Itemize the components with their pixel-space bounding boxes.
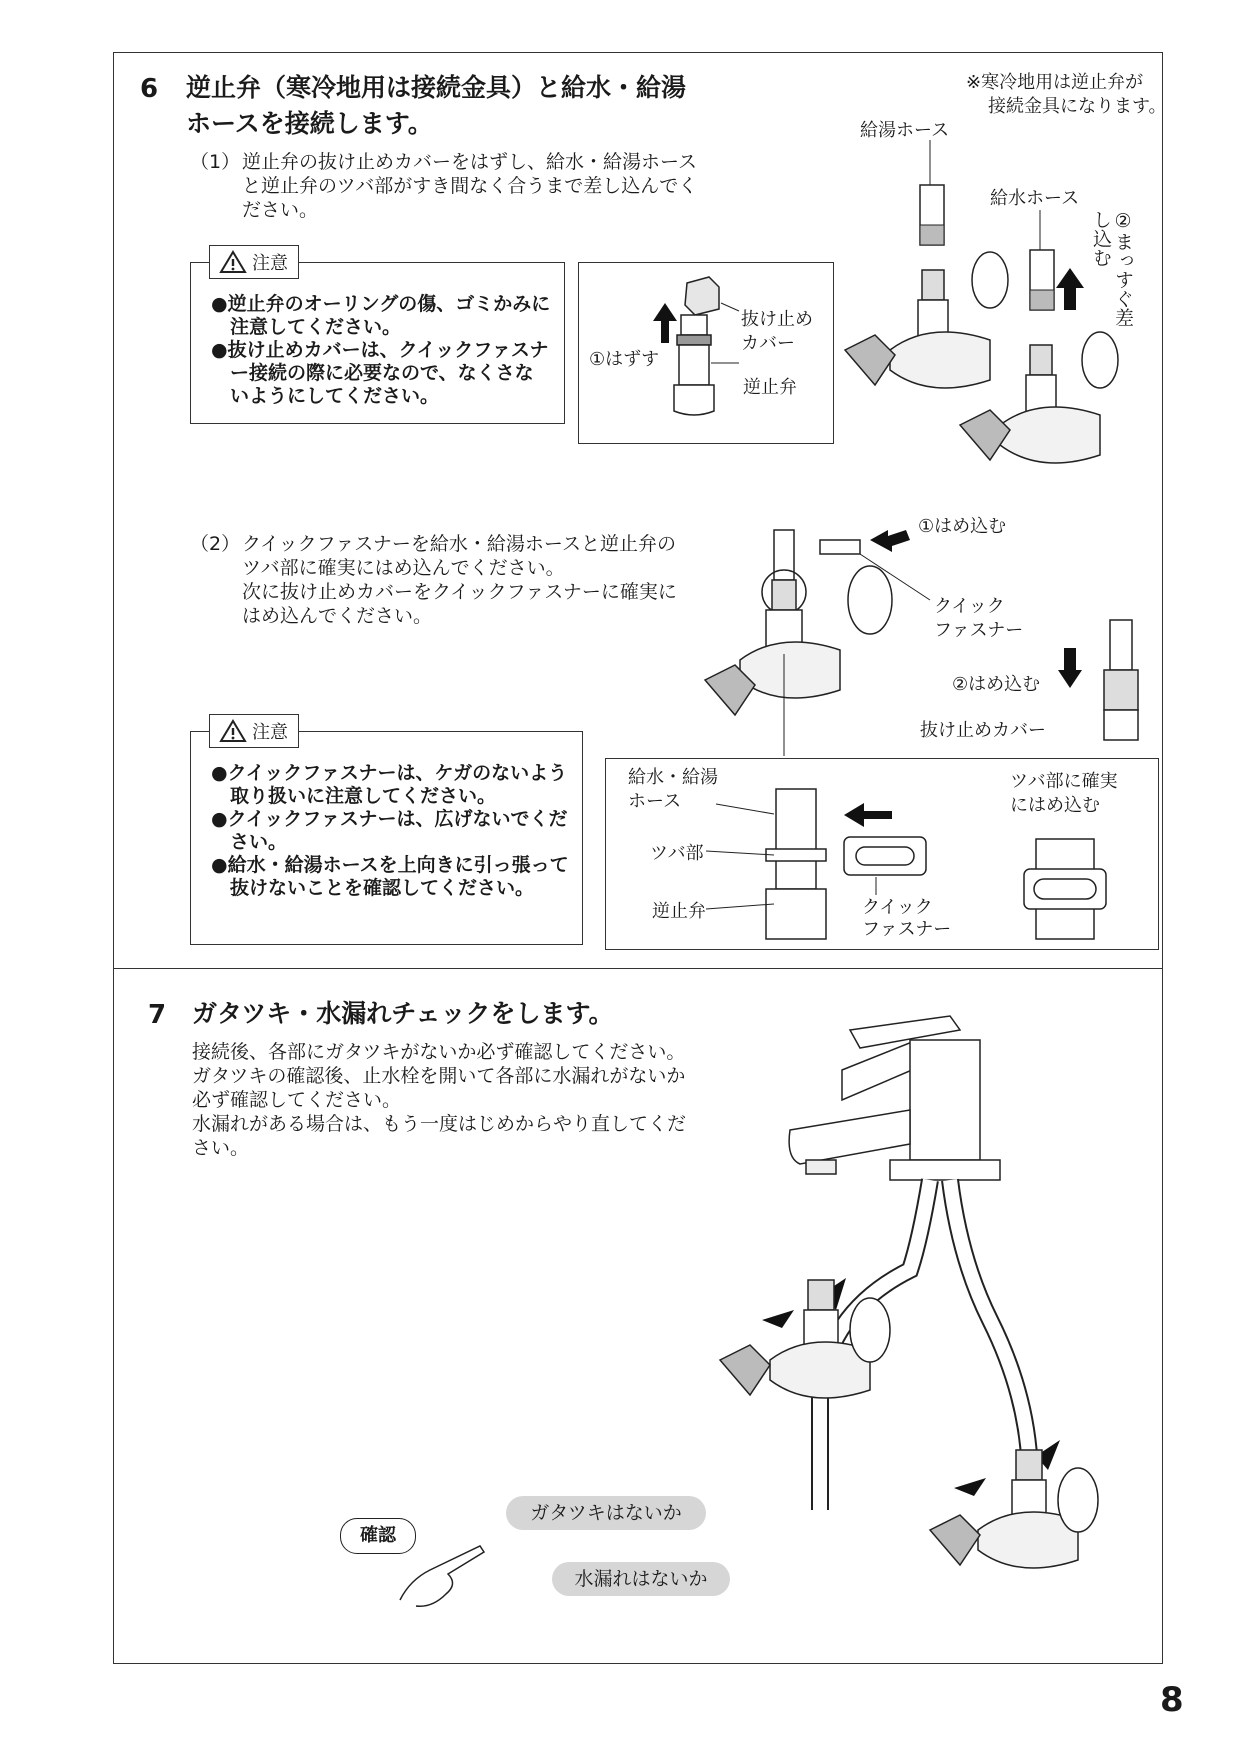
label-fit-detail-line1: ツバ部に確実 [1010, 771, 1118, 792]
check-leak-pill: 水漏れはないか [552, 1562, 730, 1596]
label-fastener-detail-line2: ファスナー [862, 919, 952, 940]
label-hose-line2: ホース [628, 791, 682, 812]
step7-line3: 必ず確認してください。 [192, 1089, 402, 1111]
label-remove: ①はずす [589, 349, 660, 370]
warning-icon [220, 720, 246, 742]
valve-hose-illustration [850, 140, 1150, 470]
sub1-line3: ださい。 [242, 199, 319, 221]
sub1-number: （1） [190, 151, 241, 173]
sub1-line2: と逆止弁のツバ部がすき間なく合うまで差し込んでく [242, 175, 698, 197]
label-fastener-detail-line1: クイック [862, 897, 933, 918]
caution-tag-1 [209, 245, 299, 279]
step7-number: 7 [148, 1000, 167, 1030]
label-hose-line1: 給水・給湯 [628, 767, 718, 788]
check-wobble-pill: ガタツキはないか [506, 1496, 706, 1530]
caution-label-1: 注意 [252, 253, 288, 274]
label-fit-1: ①はめ込む [918, 516, 1007, 537]
step6-title-line2: ホースを接続します。 [186, 109, 433, 138]
label-fit-2: ②はめ込む [952, 674, 1041, 695]
step7-line4: 水漏れがある場合は、もう一度はじめからやり直してくだ [192, 1113, 687, 1135]
step7-line5: さい。 [192, 1137, 250, 1159]
fastener-illustration [700, 520, 1160, 760]
step6-note-line2: 接続金具になります。 [988, 96, 1167, 117]
section-divider [113, 968, 1163, 969]
figure-remove-cover [578, 262, 834, 444]
label-cover-line2: カバー [741, 333, 795, 354]
sub1-line1: 逆止弁の抜け止めカバーをはずし、給水・給湯ホース [242, 151, 698, 173]
label-valve-detail: 逆止弁 [652, 901, 706, 922]
sub2-line2: ツバ部に確実にはめ込んでください。 [242, 557, 565, 579]
sub2-number: （2） [190, 533, 241, 555]
caution-box-1 [190, 253, 565, 424]
step7-title: ガタツキ・水漏れチェックをします。 [192, 999, 614, 1028]
step7-line1: 接続後、各部にガタツキがないか必ず確認してください。 [192, 1041, 686, 1063]
caution2-item: ● クイックファスナーは、ケガのないよう取り扱いに注意してください。 [211, 762, 571, 808]
label-fastener-line1: クイック [934, 596, 1005, 617]
caution-box-2 [190, 722, 583, 945]
label-fit-detail-line2: にはめ込む [1010, 795, 1100, 816]
label-hot-hose: 給湯ホース [860, 120, 950, 141]
label-cover-line1: 抜け止め [741, 309, 813, 330]
step6-title-line1: 逆止弁（寒冷地用は接続金具）と給水・給湯 [186, 73, 687, 102]
sub2-line4: はめ込んでください。 [242, 605, 433, 627]
step7-line2: ガタツキの確認後、止水栓を開いて各部に水漏れがないか [192, 1065, 686, 1087]
figure-detail-box [605, 758, 1159, 950]
caution2-item: ● クイックファスナーは、広げないでください。 [211, 808, 571, 854]
label-valve: 逆止弁 [743, 377, 797, 398]
caution2-item: ● 給水・給湯ホースを上向きに引っ張って抜けないことを確認してください。 [211, 854, 571, 900]
caution-tag-2 [209, 714, 299, 748]
page-number: 8 [1160, 1680, 1184, 1720]
label-cold-hose: 給水ホース [990, 188, 1080, 209]
label-insert-straight: ②まっすぐ差し込む [1090, 210, 1134, 327]
label-cover-bottom: 抜け止めカバー [920, 720, 1046, 741]
warning-icon [220, 251, 246, 273]
caution-label-2: 注意 [252, 722, 288, 743]
step6-number: 6 [140, 74, 159, 104]
sub2-line1: クイックファスナーを給水・給湯ホースと逆止弁の [242, 533, 676, 555]
label-fastener-line2: ファスナー [934, 620, 1024, 641]
label-flange: ツバ部 [650, 843, 704, 864]
check-badge: 確認 [340, 1518, 416, 1554]
pointing-hand-icon [400, 1530, 500, 1610]
faucet-illustration [780, 1010, 1160, 1650]
caution1-item: ● 抜け止めカバーは、クイックファスナー接続の際に必要なので、なくさないようにしてください。 [211, 339, 551, 408]
caution1-item: ● 逆止弁のオーリングの傷、ゴミかみに注意してください。 [211, 293, 551, 339]
step6-note-line1: ※寒冷地用は逆止弁が [966, 72, 1144, 93]
sub2-line3: 次に抜け止めカバーをクイックファスナーに確実に [242, 581, 677, 603]
